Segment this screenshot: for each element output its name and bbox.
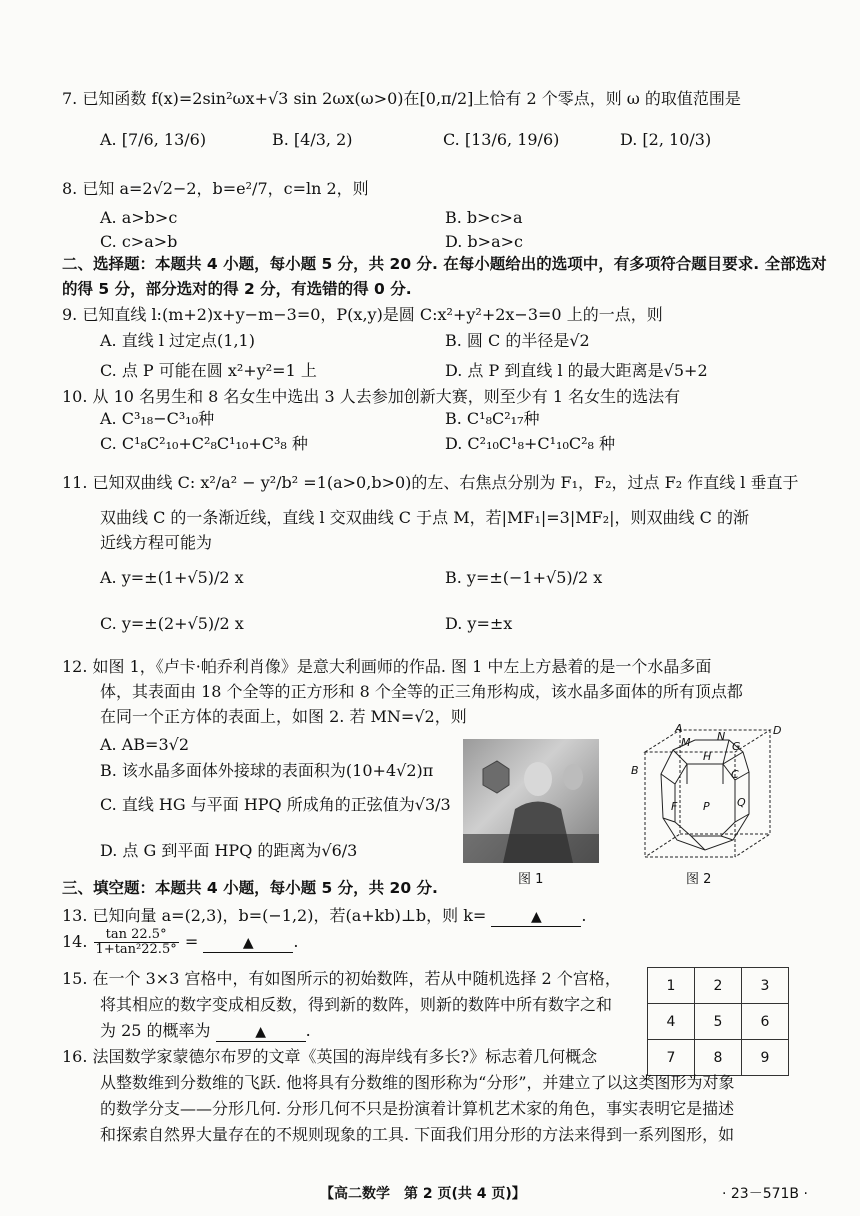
q12-option-d[interactable]: D. 点 G 到平面 HPQ 的距离为√6/3	[100, 841, 358, 860]
portrait-head	[524, 762, 552, 796]
label-p: P	[703, 800, 710, 813]
question-12-line1: 12. 如图 1，《卢卡·帕乔利肖像》是意大利画师的作品. 图 1 中左上方悬着的是一个水晶多面	[62, 657, 712, 676]
question-10: 10. 从 10 名男生和 8 名女生中选出 3 人去参加创新大赛，则至少有 1 名女生的选法有	[62, 387, 681, 406]
grid-cell: 6	[742, 1004, 789, 1040]
label-g: G	[732, 740, 741, 753]
q14-denominator: 1+tan²22.5°	[95, 942, 177, 957]
q11-option-d[interactable]: D. y=±x	[445, 614, 513, 633]
question-9: 9. 已知直线 l:(m+2)x+y−m−3=0，P(x,y)是圆 C:x²+y²+2x−3=0 上的一点，则	[62, 305, 663, 324]
question-15-line2: 将其相应的数字变成相反数，得到新的数阵，则新的数阵中所有数字之和	[100, 995, 613, 1014]
grid-cell: 9	[742, 1040, 789, 1076]
question-14: 14. $\frac{\tan 22.5^\circ}{\text{1+tan²22.5°}}$ = ▲ .	[62, 927, 299, 957]
question-16-line4: 和探索自然界大量存在的不规则现象的工具. 下面我们用分形的方法来得到一系列图形，如	[100, 1125, 735, 1144]
second-figure-head	[563, 764, 583, 790]
q13-text: 13. 已知向量 a=(2,3)，b=(−1,2)，若(a+kb)⊥b，则 k=	[62, 906, 487, 925]
q9-option-d[interactable]: D. 点 P 到直线 l 的最大距离是√5+2	[445, 361, 708, 380]
question-11-line2: 双曲线 C 的一条渐近线，直线 l 交双曲线 C 于点 M，若|MF₁|=3|MF₂|，则双曲线 C 的渐	[100, 508, 749, 527]
q12-option-b[interactable]: B. 该水晶多面体外接球的表面积为(10+4√2)π	[100, 761, 434, 780]
q15-text3: 为 25 的概率为	[100, 1021, 211, 1040]
grid-cell: 2	[695, 968, 742, 1004]
triangle-icon: ▲	[531, 909, 542, 925]
grid-cell: 4	[648, 1004, 695, 1040]
q8-option-d[interactable]: D. b>a>c	[445, 232, 523, 251]
label-h: H	[703, 750, 712, 763]
label-c: C	[731, 768, 739, 781]
q11-option-c[interactable]: C. y=±(2+√5)/2 x	[100, 614, 244, 633]
q7-option-a[interactable]: A. [7/6, 13/6)	[100, 130, 207, 149]
q8-option-a[interactable]: A. a>b>c	[100, 208, 178, 227]
question-12-line2: 体，其表面由 18 个全等的正方形和 8 个全等的正三角形构成，该水晶多面体的所有顶点都	[100, 682, 743, 701]
question-11-line1: 11. 已知双曲线 C: x²/a² − y²/b² =1(a>0,b>0)的左、右焦点分别为 F₁，F₂，过点 F₂ 作直线 l 垂直于	[62, 473, 799, 492]
grid-row	[648, 968, 789, 1004]
q9-option-a[interactable]: A. 直线 l 过定点(1,1)	[100, 331, 255, 350]
q7-option-b[interactable]: B. [4/3, 2)	[272, 130, 353, 149]
q7-option-d[interactable]: D. [2, 10/3)	[620, 130, 712, 149]
q9-option-b[interactable]: B. 圆 C 的半径是√2	[445, 331, 590, 350]
question-7: 7. 已知函数 f(x)=2sin²ωx+√3 sin 2ωx(ω>0)在[0,π/2]上恰有 2 个零点，则 ω 的取值范围是	[62, 89, 741, 108]
q8-option-b[interactable]: B. b>c>a	[445, 208, 523, 227]
grid-cell: 8	[695, 1040, 742, 1076]
q7-option-c[interactable]: C. [13/6, 19/6)	[443, 130, 560, 149]
question-12-line3: 在同一个正方体的表面上，如图 2. 若 MN=√2，则	[100, 707, 467, 726]
q14-number: 14.	[62, 932, 88, 951]
q14-equals: =	[184, 932, 199, 951]
q14-numerator: tan 22.5°	[94, 928, 179, 943]
grid-cell: 7	[648, 1040, 695, 1076]
q11-option-a[interactable]: A. y=±(1+√5)/2 x	[100, 568, 244, 587]
polyhedron-shape	[483, 761, 509, 793]
question-16-line3: 的数学分支——分形几何. 分形几何不只是扮演着计算机艺术家的角色，事实表明它是描述	[100, 1099, 735, 1118]
figure-2-caption: 图 2	[686, 872, 712, 887]
question-11-line3: 近线方程可能为	[100, 533, 213, 552]
question-15-line1: 15. 在一个 3×3 宫格中，有如图所示的初始数阵，若从中随机选择 2 个宫格，	[62, 969, 621, 988]
label-f: F	[671, 800, 678, 813]
section-2-header: 二、选择题：本题共 4 小题，每小题 5 分，共 20 分. 在每小题给出的选项中，有多项符合题目要求. 全部选对的得 5 分，部分选对的得 2 分，有选错的得 0 分.	[62, 255, 827, 298]
grid-row	[648, 1004, 789, 1040]
q11-option-b[interactable]: B. y=±(−1+√5)/2 x	[445, 568, 603, 587]
q10-option-a[interactable]: A. C³₁₈−C³₁₀种	[100, 409, 215, 428]
label-b: B	[631, 764, 639, 777]
grid-cell: 5	[695, 1004, 742, 1040]
label-q: Q	[737, 796, 746, 809]
cube-top-face	[645, 730, 770, 752]
painting-sketch	[463, 739, 599, 863]
q15-answer-blank[interactable]	[216, 1022, 306, 1042]
number-grid-3x3	[647, 967, 789, 1076]
q12-option-a[interactable]: A. AB=3√2	[100, 735, 189, 754]
triangle-icon: ▲	[242, 935, 254, 951]
table-surface	[463, 834, 599, 863]
q8-option-c[interactable]: C. c>a>b	[100, 232, 178, 251]
question-16-line2: 从整数维到分数维的飞跃. 他将具有分数维的图形称为“分形”，并建立了以这类图形为对象	[100, 1073, 735, 1092]
figure-1-caption: 图 1	[518, 872, 544, 887]
q9-option-c[interactable]: C. 点 P 可能在圆 x²+y²=1 上	[100, 361, 317, 380]
question-8: 8. 已知 a=2√2−2，b=e²/7，c=ln 2，则	[62, 179, 369, 198]
page-footer-center: 【高二数学 第 2 页(共 4 页)】	[320, 1186, 526, 1202]
label-d: D	[773, 724, 782, 737]
question-16-line1: 16. 法国数学家蒙德尔布罗的文章《英国的海岸线有多长?》标志着几何概念	[62, 1047, 598, 1066]
q13-answer-blank[interactable]	[491, 907, 581, 927]
q12-option-c[interactable]: C. 直线 HG 与平面 HPQ 所成角的正弦值为√3/3	[100, 795, 451, 814]
section-3-header: 三、填空题：本题共 4 小题，每小题 5 分，共 20 分.	[62, 879, 438, 897]
q10-option-c[interactable]: C. C¹₈C²₁₀+C²₈C¹₁₀+C³₈ 种	[100, 434, 308, 453]
q10-option-d[interactable]: D. C²₁₀C¹₈+C¹₁₀C²₈ 种	[445, 434, 616, 453]
question-13: 13. 已知向量 a=(2,3)，b=(−1,2)，若(a+kb)⊥b，则 k= ▲ .	[62, 906, 587, 925]
label-m: M	[681, 736, 691, 749]
figure-2-diagram	[625, 722, 785, 867]
q14-answer-blank[interactable]	[203, 933, 293, 953]
label-a: A	[675, 722, 683, 735]
grid-cell: 3	[742, 968, 789, 1004]
figure-1-painting	[463, 739, 599, 863]
page-footer-code: · 23－571B ·	[722, 1186, 808, 1202]
label-n: N	[717, 730, 726, 743]
question-15-line3: 为 25 的概率为 ▲ .	[100, 1021, 311, 1040]
cube-front-edges	[645, 752, 735, 857]
q10-option-b[interactable]: B. C¹₈C²₁₇种	[445, 409, 540, 428]
q14-fraction	[94, 928, 179, 957]
grid-cell: 1	[648, 968, 695, 1004]
triangle-icon: ▲	[255, 1024, 267, 1040]
